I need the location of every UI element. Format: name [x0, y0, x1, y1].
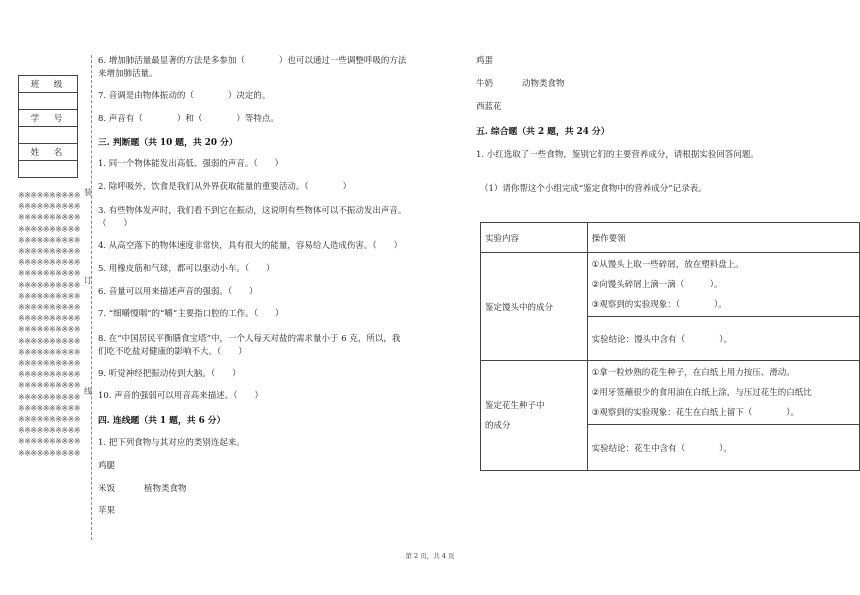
category-plant-food: 植物类食物	[144, 484, 187, 494]
judge-4: 4. 从高空落下的物体速度非常快，具有很大的能量，容易给人造成伤害。（ ）	[98, 241, 403, 251]
question-8: 8. 声音有（ ）和（ ）等特点。	[98, 114, 279, 124]
judge-1: 1. 同一个物体能发出高低、强弱的声音。（ ）	[98, 159, 284, 169]
table-row2-step2: ②用牙签蘸很少的食用油在白纸上涂，与压过花生的白纸比	[591, 387, 812, 398]
table-header-steps: 操作要领	[587, 223, 859, 253]
question-7: 7. 音调是由物体振动的（ ）决定的。	[98, 91, 271, 101]
table-row2-step1: ①拿一粒炒熟的花生种子，在白纸上用力按压、滑动。	[591, 367, 795, 378]
judge-7: 7. “细嚼慢咽”的“嚼”主要指口腔的工作。（ ）	[98, 309, 284, 319]
student-id-label: 学 号	[19, 110, 78, 127]
section-5-heading: 五. 综合题（共 2 题，共 24 分）	[476, 127, 610, 137]
section-4-heading: 四. 连线题（共 1 题，共 6 分）	[98, 416, 226, 426]
class-blank	[19, 93, 78, 110]
food-rice: 米饭	[98, 484, 116, 494]
page-footer: 第 2 页，共 4 页	[405, 552, 455, 560]
judge-10: 10. 声音的强弱可以用音高来描述。（ ）	[98, 391, 263, 401]
binding-line	[91, 55, 92, 540]
seal-pattern: ※※※※※※※※※※※※※※※※※※※※※※※※※※※※※※※※※※※※※※※※※※※※※※※※※※※※※※※※※※※※※※※※※※※※※※※※※※※※※※※※※※※※※※※※※※※※※※※※※※※※※※※※※※※※※※※※※※※※※※※※※※※※※※※※※※※※※※※※※※※※※※※※※※※※※※※※※※※※※※※※※※※※※※※※※※※※※※※※※※※※※※※※※※※※※※※※※※※※※※※※※※※※※※※※※※※※※※※※※※※※※※※※※※※※※※※※※※※※※※※※	[18, 191, 81, 458]
binding-char-zhuang: 装	[84, 188, 92, 197]
nutrient-record-table	[480, 222, 860, 471]
match-question-1: 1. 把下列食物与其对应的类别连起来。	[98, 438, 245, 448]
table-header-content: 实验内容	[481, 223, 588, 253]
table-row1-label: 鉴定馒头中的成分	[481, 253, 588, 361]
table-row2-step3: ③观察到的实验现象：花生在白纸上留下（ ）。	[591, 407, 800, 418]
comprehensive-question-1: 1. 小红选取了一些食物，鉴别它们的主要营养成分，请根据实验回答问题。	[476, 150, 759, 160]
judge-9: 9. 听觉神经把振动传到大脑。（ ）	[98, 369, 241, 379]
class-label: 班 级	[19, 76, 78, 93]
judge-8-line2: 们吃不吃盐对健康的影响不大。（ ）	[98, 347, 247, 357]
category-animal-food: 动物类食物	[522, 79, 565, 89]
table-row1-step1: ①从馒头上取一些碎屑，放在塑料盘上。	[591, 259, 744, 270]
table-row1-step3: ③观察到的实验现象：（ ）。	[591, 299, 727, 310]
binding-char-xian: 线	[84, 387, 92, 396]
table-row2-label-line2: 的成分	[485, 420, 511, 431]
table-row2-conclusion: 实验结论：花生中含有（ ）。	[587, 425, 859, 471]
table-row1-steps	[587, 253, 859, 317]
table-row2-label	[481, 361, 588, 471]
judge-8-line1: 8. 在“中国居民平衡膳食宝塔”中，一个人每天对盐的需求量小于 6 克，所以，我	[98, 334, 401, 344]
binding-char-ding: 订	[84, 276, 92, 285]
table-row2-steps	[587, 361, 859, 425]
table-row1-conclusion: 实验结论：馒头中含有（ ）。	[587, 317, 859, 361]
food-chicken-leg: 鸡腿	[98, 461, 116, 471]
name-label: 姓 名	[19, 144, 78, 161]
table-row2-label-line1: 鉴定花生种子中	[485, 400, 545, 411]
judge-6: 6. 音量可以用来描述声音的强弱。（ ）	[98, 287, 258, 297]
question-6-line2: 来增加肺活量。	[98, 69, 158, 79]
name-blank	[19, 161, 78, 178]
comprehensive-question-1-sub: （1）请你帮这个小组完成“鉴定食物中的营养成分”记录表。	[480, 184, 707, 194]
judge-3-line2: （ ）	[98, 219, 133, 229]
food-egg: 鸡蛋	[476, 56, 494, 66]
section-3-heading: 三. 判断题（共 10 题，共 20 分）	[98, 138, 238, 148]
question-6-line1: 6. 增加肺活量最显著的方法是多参加（ ）也可以通过一些调整呼吸的方法	[98, 56, 407, 66]
table-row1-step2: ②向馒头碎屑上滴一滴（ ）。	[591, 279, 723, 290]
judge-5: 5. 用橡皮筋和气球，都可以驱动小车。（ ）	[98, 264, 275, 274]
student-id-blank	[19, 127, 78, 144]
food-milk: 牛奶	[476, 79, 494, 89]
food-apple: 苹果	[98, 506, 116, 516]
judge-3-line1: 3. 有些物体发声时，我们看不到它在振动，这说明有些物体可以不振动发出声音。	[98, 206, 407, 216]
food-broccoli: 西蓝花	[476, 102, 502, 112]
judge-2: 2. 除呼吸外，饮食是我们从外界获取能量的重要活动。（ ）	[98, 182, 352, 192]
student-info-box	[18, 75, 78, 178]
